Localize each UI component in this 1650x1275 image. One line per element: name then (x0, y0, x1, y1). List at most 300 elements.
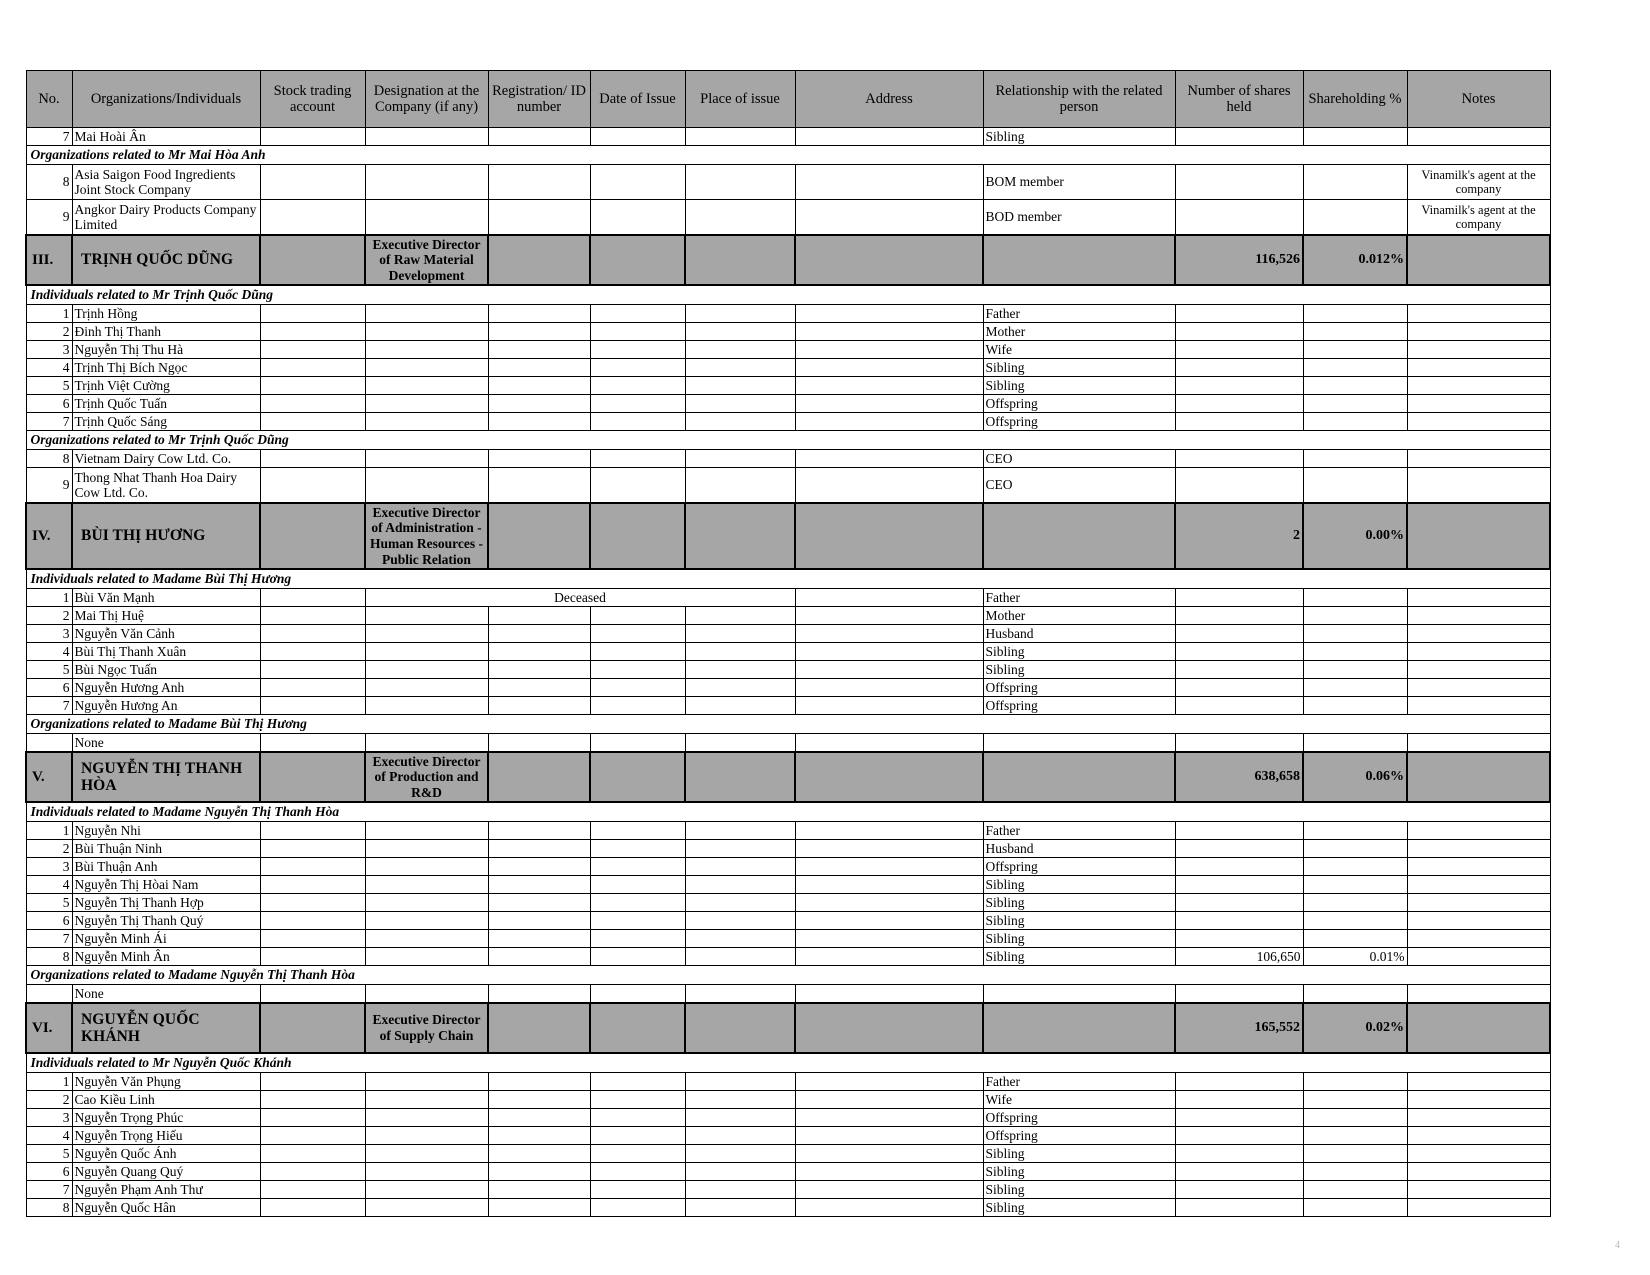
row-address (795, 395, 983, 413)
row-date-of-issue (590, 643, 685, 661)
row-relationship: Father (983, 822, 1175, 840)
row-place-of-issue (685, 323, 795, 341)
row-relationship: Sibling (983, 876, 1175, 894)
row-shareholding-percent (1303, 1199, 1407, 1217)
row-notes (1407, 822, 1550, 840)
table-row (26, 679, 1550, 697)
row-date-of-issue (590, 985, 685, 1004)
row-shareholding-percent (1303, 1163, 1407, 1181)
section-caption-row (26, 802, 1550, 822)
row-shareholding-percent (1303, 643, 1407, 661)
row-designation (365, 377, 488, 395)
row-shares-held (1175, 377, 1303, 395)
row-shares-held (1175, 1109, 1303, 1127)
table-row (26, 894, 1550, 912)
row-person-name: None (72, 985, 260, 1004)
row-registration (488, 1073, 590, 1091)
row-registration (488, 822, 590, 840)
row-shareholding-percent (1303, 395, 1407, 413)
row-address (795, 450, 983, 468)
row-person-name: Nguyễn Quốc Ánh (72, 1145, 260, 1163)
row-registration (488, 643, 590, 661)
col-header-stock-trading-account: Stock trading account (260, 71, 365, 128)
row-notes (1407, 734, 1550, 753)
row-shareholding-percent (1303, 305, 1407, 323)
section-shareholding-percent: 0.06% (1303, 752, 1407, 802)
row-person-name: Nguyễn Thị Thu Hà (72, 341, 260, 359)
row-shares-held (1175, 1127, 1303, 1145)
table-row (26, 128, 1550, 146)
row-person-name: Nguyễn Quang Quý (72, 1163, 260, 1181)
row-registration (488, 128, 590, 146)
row-place-of-issue (685, 1091, 795, 1109)
row-person-name: Trịnh Quốc Tuấn (72, 395, 260, 413)
row-registration (488, 858, 590, 876)
row-relationship: Sibling (983, 643, 1175, 661)
row-person-name: None (72, 734, 260, 753)
row-address (795, 930, 983, 948)
row-stock-account (260, 1073, 365, 1091)
row-place-of-issue (685, 876, 795, 894)
row-number: 2 (26, 607, 72, 625)
row-registration (488, 1109, 590, 1127)
row-stock-account (260, 1145, 365, 1163)
row-place-of-issue (685, 395, 795, 413)
table-row (26, 607, 1550, 625)
row-shares-held (1175, 661, 1303, 679)
row-address (795, 840, 983, 858)
row-address (795, 323, 983, 341)
row-stock-account (260, 1127, 365, 1145)
row-notes (1407, 323, 1550, 341)
row-address (795, 128, 983, 146)
row-registration (488, 1181, 590, 1199)
row-shares-held (1175, 413, 1303, 431)
row-address (795, 822, 983, 840)
section-caption: Individuals related to Mr Trịnh Quốc Dũng (26, 285, 1550, 305)
row-number: 1 (26, 1073, 72, 1091)
row-relationship (983, 734, 1175, 753)
row-designation (365, 985, 488, 1004)
table-row (26, 822, 1550, 840)
row-shares-held (1175, 165, 1303, 200)
row-shares-held (1175, 625, 1303, 643)
row-registration (488, 679, 590, 697)
row-registration (488, 661, 590, 679)
row-shareholding-percent (1303, 625, 1407, 643)
row-notes (1407, 840, 1550, 858)
row-number: 5 (26, 661, 72, 679)
section-registration (488, 235, 590, 285)
row-address (795, 377, 983, 395)
row-person-name: Trịnh Thị Bích Ngọc (72, 359, 260, 377)
row-place-of-issue (685, 305, 795, 323)
section-roman-numeral: IV. (26, 503, 72, 569)
row-shares-held (1175, 450, 1303, 468)
row-shareholding-percent (1303, 697, 1407, 715)
row-notes (1407, 359, 1550, 377)
row-person-name: Cao Kiều Linh (72, 1091, 260, 1109)
executive-section-row (26, 752, 1550, 802)
row-stock-account (260, 305, 365, 323)
row-shareholding-percent (1303, 1109, 1407, 1127)
section-shares-held: 116,526 (1175, 235, 1303, 285)
row-number (26, 985, 72, 1004)
row-relationship: Wife (983, 1091, 1175, 1109)
section-executive-name: BÙI THỊ HƯƠNG (72, 503, 260, 569)
section-notes (1407, 235, 1550, 285)
row-registration (488, 912, 590, 930)
col-header-relationship: Relationship with the related person (983, 71, 1175, 128)
row-place-of-issue (685, 128, 795, 146)
row-shareholding-percent (1303, 1127, 1407, 1145)
row-date-of-issue (590, 1109, 685, 1127)
row-number: 8 (26, 948, 72, 966)
section-caption: Individuals related to Madame Bùi Thị Hương (26, 569, 1550, 589)
row-notes (1407, 985, 1550, 1004)
row-number: 2 (26, 840, 72, 858)
row-person-name: Nguyễn Hương Anh (72, 679, 260, 697)
row-stock-account (260, 607, 365, 625)
row-notes: Vinamilk's agent at the company (1407, 165, 1550, 200)
row-relationship: Offspring (983, 697, 1175, 715)
row-number (26, 734, 72, 753)
row-place-of-issue (685, 1163, 795, 1181)
row-relationship: Sibling (983, 894, 1175, 912)
row-address (795, 1163, 983, 1181)
row-shares-held (1175, 734, 1303, 753)
row-shares-held (1175, 1073, 1303, 1091)
row-notes (1407, 1199, 1550, 1217)
section-roman-numeral: V. (26, 752, 72, 802)
row-registration (488, 930, 590, 948)
row-person-name: Nguyễn Minh Ái (72, 930, 260, 948)
col-header-designation: Designation at the Company (if any) (365, 71, 488, 128)
row-date-of-issue (590, 468, 685, 504)
row-number: 6 (26, 1163, 72, 1181)
row-shareholding-percent (1303, 1145, 1407, 1163)
row-registration (488, 413, 590, 431)
row-shares-held (1175, 985, 1303, 1004)
row-number: 9 (26, 468, 72, 504)
row-shareholding-percent (1303, 413, 1407, 431)
row-shares-held (1175, 912, 1303, 930)
row-stock-account (260, 697, 365, 715)
row-number: 8 (26, 450, 72, 468)
col-header-notes: Notes (1407, 71, 1550, 128)
col-header-organizations-individuals: Organizations/Individuals (72, 71, 260, 128)
row-registration (488, 840, 590, 858)
table-row (26, 359, 1550, 377)
row-relationship: Sibling (983, 377, 1175, 395)
section-date-of-issue (590, 503, 685, 569)
row-number: 2 (26, 1091, 72, 1109)
row-person-name: Đinh Thị Thanh (72, 323, 260, 341)
row-number: 7 (26, 413, 72, 431)
row-person-name: Nguyễn Trọng Hiếu (72, 1127, 260, 1145)
table-row (26, 661, 1550, 679)
row-date-of-issue (590, 607, 685, 625)
table-header-row (26, 71, 1550, 128)
row-address (795, 948, 983, 966)
section-caption: Organizations related to Mr Trịnh Quốc Dũng (26, 431, 1550, 450)
row-shareholding-percent (1303, 858, 1407, 876)
row-designation (365, 323, 488, 341)
table-row (26, 589, 1550, 607)
row-designation (365, 1181, 488, 1199)
row-stock-account (260, 589, 365, 607)
row-registration (488, 305, 590, 323)
row-place-of-issue (685, 1145, 795, 1163)
row-person-name: Vietnam Dairy Cow Ltd. Co. (72, 450, 260, 468)
section-stock-account (260, 503, 365, 569)
section-relationship (983, 503, 1175, 569)
row-designation (365, 200, 488, 236)
row-number: 2 (26, 323, 72, 341)
row-designation (365, 948, 488, 966)
section-designation: Executive Director of Administration - Human Resources - Public Relation (365, 503, 488, 569)
row-person-name: Trịnh Hồng (72, 305, 260, 323)
row-date-of-issue (590, 697, 685, 715)
row-stock-account (260, 341, 365, 359)
row-date-of-issue (590, 876, 685, 894)
row-number: 8 (26, 165, 72, 200)
row-stock-account (260, 395, 365, 413)
section-notes (1407, 1003, 1550, 1053)
row-person-name: Mai Hoài Ân (72, 128, 260, 146)
row-registration (488, 876, 590, 894)
row-place-of-issue (685, 697, 795, 715)
row-shares-held (1175, 1145, 1303, 1163)
row-designation (365, 359, 488, 377)
row-address (795, 341, 983, 359)
row-date-of-issue (590, 377, 685, 395)
row-person-name: Asia Saigon Food Ingredients Joint Stock Company (72, 165, 260, 200)
row-notes (1407, 468, 1550, 504)
executive-section-row (26, 235, 1550, 285)
row-address (795, 589, 983, 607)
section-place-of-issue (685, 752, 795, 802)
row-shareholding-percent (1303, 894, 1407, 912)
row-number: 4 (26, 643, 72, 661)
row-place-of-issue (685, 200, 795, 236)
row-address (795, 200, 983, 236)
row-registration (488, 468, 590, 504)
row-designation (365, 894, 488, 912)
row-stock-account (260, 359, 365, 377)
section-roman-numeral: III. (26, 235, 72, 285)
row-number: 6 (26, 912, 72, 930)
row-address (795, 359, 983, 377)
row-shareholding-percent (1303, 985, 1407, 1004)
row-address (795, 1073, 983, 1091)
row-shareholding-percent (1303, 661, 1407, 679)
row-shareholding-percent (1303, 679, 1407, 697)
table-row (26, 1145, 1550, 1163)
row-notes (1407, 661, 1550, 679)
section-address (795, 503, 983, 569)
row-date-of-issue (590, 341, 685, 359)
row-date-of-issue (590, 1181, 685, 1199)
section-executive-name: NGUYỄN QUỐC KHÁNH (72, 1003, 260, 1053)
row-notes (1407, 930, 1550, 948)
row-address (795, 985, 983, 1004)
col-header-place-of-issue: Place of issue (685, 71, 795, 128)
row-place-of-issue (685, 359, 795, 377)
row-number: 1 (26, 589, 72, 607)
table-row (26, 413, 1550, 431)
row-address (795, 165, 983, 200)
row-relationship: Husband (983, 840, 1175, 858)
row-date-of-issue (590, 165, 685, 200)
row-relationship: Sibling (983, 930, 1175, 948)
row-person-name: Nguyễn Văn Phụng (72, 1073, 260, 1091)
row-registration (488, 894, 590, 912)
row-stock-account (260, 876, 365, 894)
table-row (26, 985, 1550, 1004)
col-header-registration-id-number: Registration/ ID number (488, 71, 590, 128)
row-registration (488, 625, 590, 643)
row-person-name: Trịnh Việt Cường (72, 377, 260, 395)
row-stock-account (260, 450, 365, 468)
section-place-of-issue (685, 235, 795, 285)
table-row (26, 625, 1550, 643)
row-place-of-issue (685, 413, 795, 431)
row-stock-account (260, 894, 365, 912)
row-person-name: Nguyễn Phạm Anh Thư (72, 1181, 260, 1199)
row-address (795, 1127, 983, 1145)
table-row (26, 1073, 1550, 1091)
row-relationship: Sibling (983, 912, 1175, 930)
row-date-of-issue (590, 930, 685, 948)
row-stock-account (260, 1199, 365, 1217)
row-shares-held (1175, 323, 1303, 341)
row-registration (488, 200, 590, 236)
row-address (795, 1091, 983, 1109)
row-shareholding-percent: 0.01% (1303, 948, 1407, 966)
section-relationship (983, 752, 1175, 802)
section-date-of-issue (590, 752, 685, 802)
row-designation (365, 1127, 488, 1145)
row-shares-held (1175, 305, 1303, 323)
section-caption-row (26, 431, 1550, 450)
row-shareholding-percent (1303, 840, 1407, 858)
row-registration (488, 450, 590, 468)
row-address (795, 625, 983, 643)
row-stock-account (260, 1181, 365, 1199)
row-designation (365, 822, 488, 840)
table-row (26, 450, 1550, 468)
row-designation (365, 1199, 488, 1217)
row-relationship: Mother (983, 323, 1175, 341)
table-row (26, 1091, 1550, 1109)
table-row (26, 858, 1550, 876)
row-person-name: Bùi Ngọc Tuấn (72, 661, 260, 679)
row-place-of-issue (685, 661, 795, 679)
executive-section-row (26, 503, 1550, 569)
row-date-of-issue (590, 822, 685, 840)
row-designation (365, 607, 488, 625)
row-stock-account (260, 200, 365, 236)
row-person-name: Nguyễn Thị Thanh Hợp (72, 894, 260, 912)
row-address (795, 305, 983, 323)
row-place-of-issue (685, 341, 795, 359)
row-relationship: Wife (983, 341, 1175, 359)
row-registration (488, 1199, 590, 1217)
row-address (795, 607, 983, 625)
table-row (26, 1109, 1550, 1127)
row-shareholding-percent (1303, 876, 1407, 894)
row-stock-account (260, 734, 365, 753)
row-designation (365, 450, 488, 468)
row-shareholding-percent (1303, 589, 1407, 607)
row-shareholding-percent (1303, 1181, 1407, 1199)
row-person-name: Bùi Thuận Ninh (72, 840, 260, 858)
executive-section-row (26, 1003, 1550, 1053)
row-shares-held (1175, 468, 1303, 504)
row-shares-held (1175, 1199, 1303, 1217)
row-place-of-issue (685, 822, 795, 840)
row-shares-held (1175, 128, 1303, 146)
row-date-of-issue (590, 1073, 685, 1091)
row-registration (488, 697, 590, 715)
col-header-no: No. (26, 71, 72, 128)
col-header-date-of-issue: Date of Issue (590, 71, 685, 128)
row-designation (365, 1163, 488, 1181)
section-shares-held: 2 (1175, 503, 1303, 569)
row-number: 3 (26, 341, 72, 359)
row-shareholding-percent (1303, 341, 1407, 359)
row-notes: Vinamilk's agent at the company (1407, 200, 1550, 236)
row-relationship: Offspring (983, 858, 1175, 876)
row-shareholding-percent (1303, 165, 1407, 200)
row-person-name: Nguyễn Văn Cảnh (72, 625, 260, 643)
row-notes (1407, 413, 1550, 431)
row-relationship: Sibling (983, 128, 1175, 146)
row-number: 3 (26, 625, 72, 643)
section-relationship (983, 235, 1175, 285)
table-row (26, 734, 1550, 753)
row-person-name: Thong Nhat Thanh Hoa Dairy Cow Ltd. Co. (72, 468, 260, 504)
row-designation (365, 930, 488, 948)
row-shareholding-percent (1303, 323, 1407, 341)
row-shareholding-percent (1303, 822, 1407, 840)
section-caption: Individuals related to Madame Nguyễn Thị Thanh Hòa (26, 802, 1550, 822)
row-designation (365, 165, 488, 200)
row-stock-account (260, 858, 365, 876)
section-address (795, 1003, 983, 1053)
row-shareholding-percent (1303, 200, 1407, 236)
section-date-of-issue (590, 235, 685, 285)
row-place-of-issue (685, 377, 795, 395)
row-person-name: Bùi Văn Mạnh (72, 589, 260, 607)
row-notes (1407, 341, 1550, 359)
row-stock-account (260, 661, 365, 679)
row-relationship: Offspring (983, 413, 1175, 431)
row-stock-account (260, 1091, 365, 1109)
row-stock-account (260, 625, 365, 643)
row-number: 4 (26, 1127, 72, 1145)
row-address (795, 876, 983, 894)
row-stock-account (260, 948, 365, 966)
row-registration (488, 948, 590, 966)
section-caption: Organizations related to Madame Bùi Thị Hương (26, 715, 1550, 734)
row-stock-account (260, 822, 365, 840)
row-deceased-note: Deceased (365, 589, 795, 607)
row-address (795, 1199, 983, 1217)
row-notes (1407, 697, 1550, 715)
row-stock-account (260, 1163, 365, 1181)
